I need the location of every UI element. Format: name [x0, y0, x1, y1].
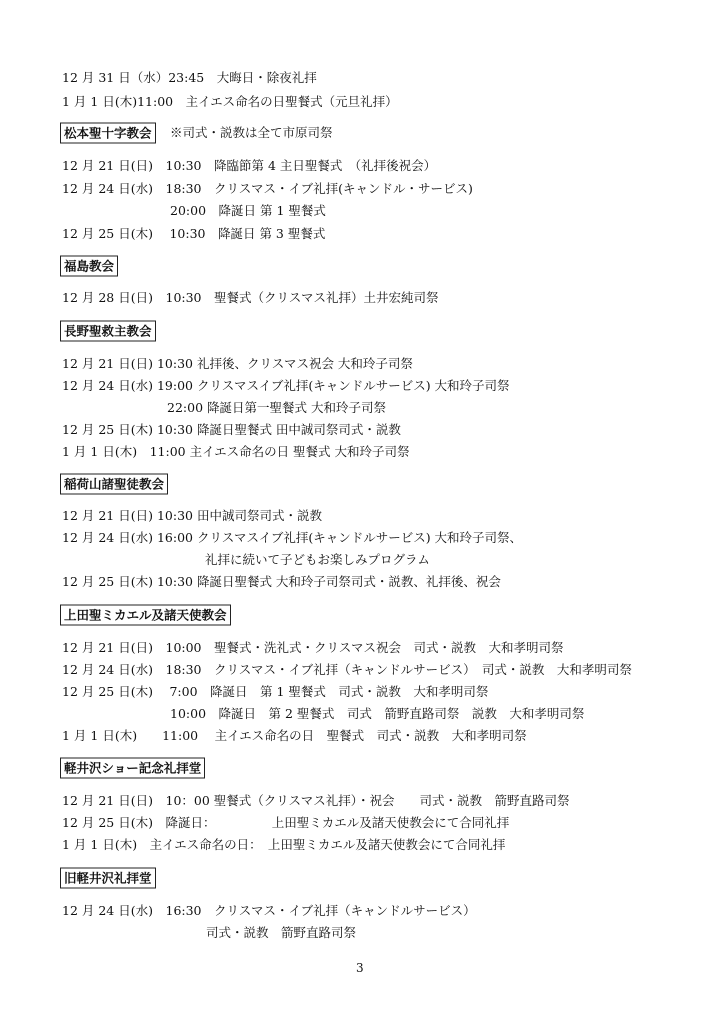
schedule-line: 12 月 24 日(水) 18:30 クリスマス・イブ礼拝(キャンドル・サービス): [62, 181, 473, 196]
section-heading-kyu-karuizawa: 旧軽井沢礼拝堂: [60, 868, 156, 889]
section-heading-fukushima: 福島教会: [60, 256, 118, 277]
schedule-line: 20:00 降誕日 第 1 聖餐式: [170, 203, 326, 218]
schedule-line: 12 月 21 日(日) 10：00 聖餐式（クリスマス礼拝）・祝会 司式・説教 箭野直路司祭: [62, 793, 570, 808]
schedule-line: 12 月 28 日(日) 10:30 聖餐式（クリスマス礼拝）土井宏純司祭: [62, 290, 439, 305]
schedule-line: 礼拝に続いて子どもお楽しみプログラム: [205, 552, 430, 567]
schedule-line: 22:00 降誕日第一聖餐式 大和玲子司祭: [167, 400, 386, 415]
schedule-line: 12 月 25 日(木) 降誕日： 上田聖ミカエル及諸天使教会にて合同礼拝: [62, 815, 510, 830]
schedule-line: 司式・説教 箭野直路司祭: [206, 925, 357, 940]
schedule-line: 12 月 21 日(日) 10:30 田中誠司祭司式・説教: [62, 508, 322, 523]
schedule-line: 12 月 21 日(日) 10:30 降臨節第 4 主日聖餐式 （礼拝後祝会）: [62, 158, 437, 173]
schedule-line: 12 月 24 日(水) 16:30 クリスマス・イブ礼拝（キャンドルサービス）: [62, 903, 476, 918]
section-heading-matsumoto: 松本聖十字教会: [60, 123, 156, 144]
page-number: 3: [356, 961, 364, 975]
schedule-line: 12 月 21 日(日) 10:00 聖餐式・洗礼式・クリスマス祝会 司式・説教 大和孝明司祭: [62, 640, 564, 655]
intro-line: 1 月 1 日(木)11:00 主イエス命名の日聖餐式（元旦礼拝）: [62, 94, 398, 109]
schedule-line: 1 月 1 日(木) 11:00 主イエス命名の日 聖餐式 司式・説教 大和孝明司祭: [62, 728, 527, 743]
section-heading-nagano: 長野聖救主教会: [60, 321, 156, 342]
section-heading-inariyama: 稲荷山諸聖徒教会: [60, 474, 168, 495]
schedule-line: 1 月 1 日(木) 主イエス命名の日： 上田聖ミカエル及諸天使教会にて合同礼拝: [62, 837, 506, 852]
schedule-line: 12 月 21 日(日) 10:30 礼拝後、クリスマス祝会 大和玲子司祭: [62, 356, 413, 371]
schedule-line: 1 月 1 日(木) 11:00 主イエス命名の日 聖餐式 大和玲子司祭: [62, 444, 410, 459]
schedule-line: 12 月 24 日(水) 18:30 クリスマス・イブ礼拝（キャンドルサービス） 司式・説教 大和孝明司祭: [62, 662, 632, 677]
schedule-line: 12 月 25 日(木) 10:30 降誕日聖餐式 田中誠司祭司式・説教: [62, 422, 401, 437]
section-heading-karuizawa-shaw: 軽井沢ショー記念礼拝堂: [60, 758, 205, 779]
intro-line: 12 月 31 日（水）23:45 大晦日・除夜礼拝: [62, 70, 317, 85]
schedule-line: 12 月 24 日(水) 16:00 クリスマスイブ礼拝(キャンドルサービス) 大和玲子司祭、: [62, 530, 523, 545]
schedule-line: 12 月 25 日(木) 10:30 降誕日 第 3 聖餐式: [62, 226, 326, 241]
section-heading-ueda: 上田聖ミカエル及諸天使教会: [60, 605, 231, 626]
schedule-line: 12 月 24 日(水) 19:00 クリスマスイブ礼拝(キャンドルサービス) 大和玲子司祭: [62, 378, 510, 393]
schedule-line: 10:00 降誕日 第 2 聖餐式 司式 箭野直路司祭 説教 大和孝明司祭: [170, 706, 585, 721]
schedule-line: 12 月 25 日(木) 7:00 降誕日 第 1 聖餐式 司式・説教 大和孝明司祭: [62, 684, 489, 699]
schedule-line: 12 月 25 日(木) 10:30 降誕日聖餐式 大和玲子司祭司式・説教、礼拝後、祝会: [62, 574, 501, 589]
section-note-matsumoto: ※司式・説教は全て市原司祭: [170, 125, 333, 140]
